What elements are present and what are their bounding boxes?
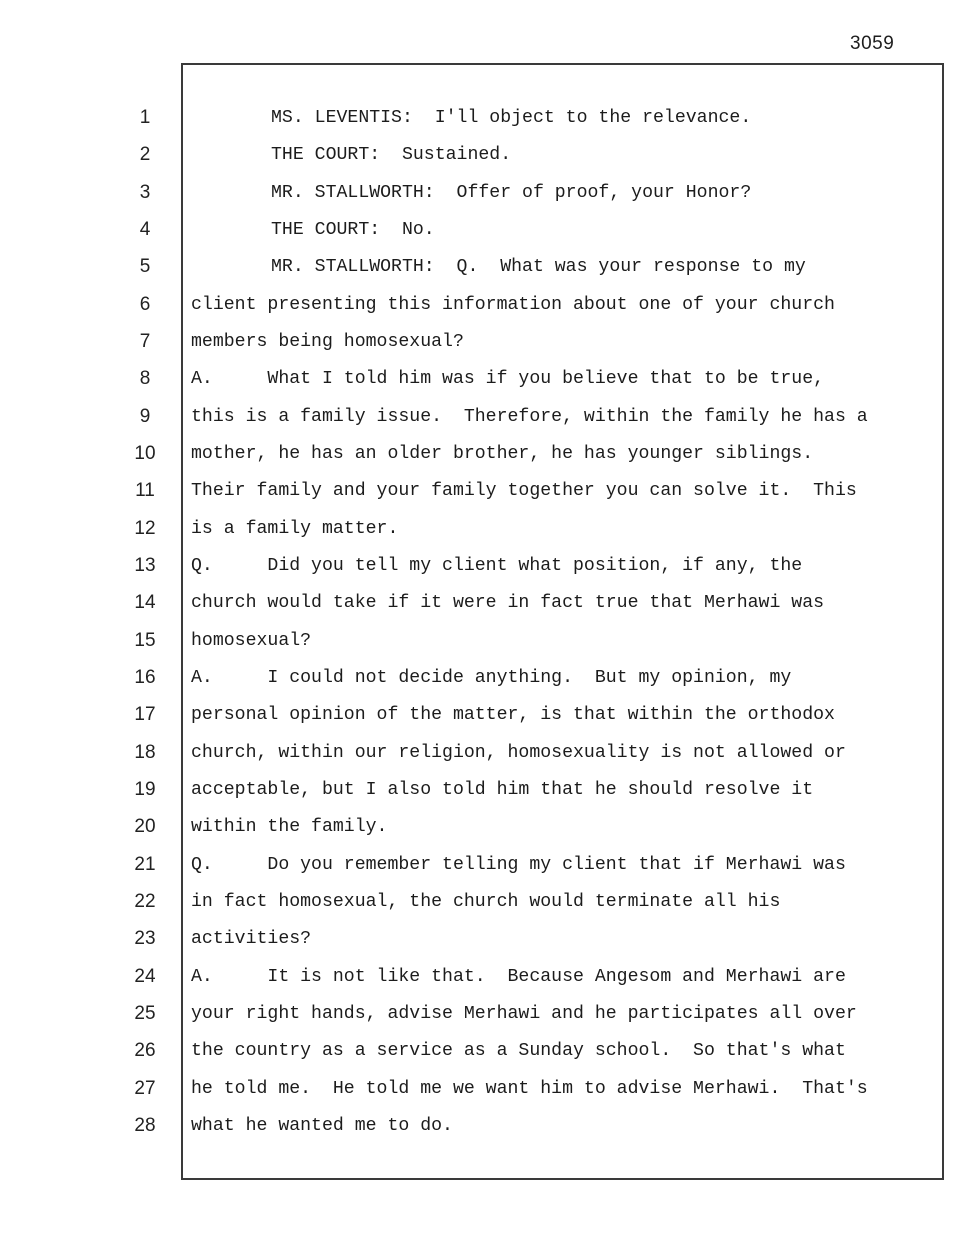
transcript-line: [0, 292, 968, 322]
transcript-line: [0, 740, 968, 770]
transcript-line: [0, 366, 968, 396]
line-number: 3: [139, 181, 151, 203]
line-number: 20: [134, 816, 156, 838]
line-number: 16: [134, 666, 156, 688]
transcript-line: [0, 1001, 968, 1031]
transcript-line: [0, 142, 968, 172]
line-text: members being homosexual?: [191, 332, 464, 352]
line-text: what he wanted me to do.: [191, 1115, 453, 1136]
transcript-line: [0, 516, 968, 546]
line-number: 8: [139, 368, 151, 390]
transcript-line: [0, 105, 968, 135]
line-number: 14: [134, 592, 156, 614]
line-number: 4: [139, 219, 151, 240]
transcript-line: [0, 1113, 968, 1143]
line-text: MS. LEVENTIS: I'll object to the relevance.: [271, 108, 752, 128]
line-number: 24: [134, 965, 156, 987]
line-number: 21: [134, 853, 156, 875]
line-text: is a family matter.: [191, 518, 399, 539]
line-text: THE COURT: No.: [271, 220, 435, 240]
line-number: 11: [135, 480, 155, 502]
line-text: Q. Did you tell my client what position, if any, the: [191, 556, 803, 576]
transcript-line: [0, 889, 968, 919]
line-text: he told me. He told me we want him to advise Merhawi. That's: [191, 1078, 868, 1099]
transcript-line: [0, 478, 968, 508]
transcript-line: [0, 814, 968, 844]
line-number: 1: [139, 107, 151, 128]
line-number: 2: [139, 144, 151, 166]
line-number: 15: [134, 629, 156, 651]
line-number: 10: [134, 443, 156, 464]
line-number: 23: [134, 928, 156, 950]
line-number: 9: [139, 405, 151, 427]
line-text: MR. STALLWORTH: Offer of proof, your Honor?: [271, 182, 752, 203]
line-number: 27: [134, 1077, 156, 1099]
transcript-line: [0, 777, 968, 807]
line-text: Q. Do you remember telling my client that if Merhawi was: [191, 854, 846, 875]
line-text: in fact homosexual, the church would terminate all his: [191, 891, 781, 912]
line-text: A. It is not like that. Because Angesom and Merhawi are: [191, 966, 846, 987]
transcript-line: [0, 1076, 968, 1106]
page-number: 3059: [850, 33, 895, 54]
transcript-line: [0, 217, 968, 247]
transcript-line: [0, 702, 968, 732]
line-text: Their family and your family together you can solve it. This: [191, 481, 857, 502]
transcript-line: [0, 926, 968, 956]
line-text: acceptable, but I also told him that he should resolve it: [191, 779, 814, 800]
line-text: personal opinion of the matter, is that within the orthodox: [191, 705, 835, 726]
line-number: 6: [139, 293, 151, 315]
transcript-line: [0, 404, 968, 434]
line-text: the country as a service as a Sunday school. So that's what: [191, 1041, 846, 1062]
line-number: 5: [139, 256, 151, 278]
line-text: THE COURT: Sustained.: [271, 145, 512, 166]
transcript-line: [0, 441, 968, 471]
transcript-line: [0, 180, 968, 210]
line-number: 26: [134, 1040, 156, 1062]
line-number: 13: [134, 555, 156, 576]
transcript-line: [0, 590, 968, 620]
line-number: 25: [134, 1002, 156, 1024]
line-text: within the family.: [191, 817, 388, 838]
line-text: client presenting this information about one of your church: [191, 294, 835, 315]
line-text: MR. STALLWORTH: Q. What was your response to my: [271, 257, 806, 278]
line-text: activities?: [191, 929, 312, 950]
line-text: church, within our religion, homosexuality is not allowed or: [191, 742, 846, 763]
line-number: 22: [134, 890, 156, 912]
line-number: 17: [134, 704, 156, 726]
transcript-line: [0, 964, 968, 994]
line-number: 19: [134, 778, 156, 800]
transcript-line: [0, 852, 968, 882]
line-text: homosexual?: [191, 630, 312, 651]
transcript-line: [0, 665, 968, 695]
transcript-line: [0, 553, 968, 583]
line-number: 28: [134, 1114, 156, 1136]
line-number: 7: [139, 331, 151, 352]
transcript-line: [0, 628, 968, 658]
transcript-line: [0, 254, 968, 284]
line-text: your right hands, advise Merhawi and he participates all over: [191, 1003, 857, 1024]
transcript-line: [0, 329, 968, 359]
line-text: A. I could not decide anything. But my opinion, my: [191, 667, 792, 688]
line-text: mother, he has an older brother, he has younger siblings.: [191, 444, 814, 464]
line-number: 18: [134, 741, 156, 763]
line-text: A. What I told him was if you believe that to be true,: [191, 369, 825, 390]
line-text: this is a family issue. Therefore, within the family he has a: [191, 406, 868, 427]
line-text: church would take if it were in fact true that Merhawi was: [191, 593, 825, 614]
line-number: 12: [134, 517, 156, 539]
transcript-line: [0, 1038, 968, 1068]
